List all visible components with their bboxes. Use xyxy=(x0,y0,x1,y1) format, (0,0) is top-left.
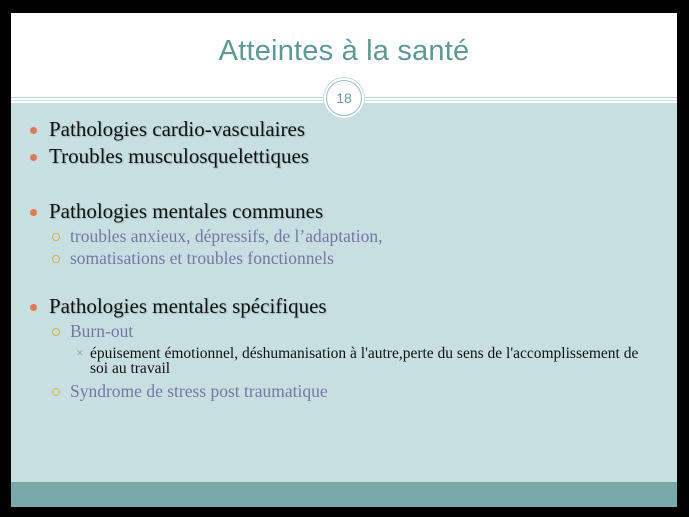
sublist-item-somatisations: somatisations et troubles fonctionnels xyxy=(70,248,334,268)
bullet-dot-icon xyxy=(30,304,37,311)
bullet-x-icon: ✕ xyxy=(76,349,84,359)
bullet-ring-icon xyxy=(52,328,60,336)
list-item-mentales-specifiques: Pathologies mentales spécifiques xyxy=(49,294,327,318)
bullet-ring-icon xyxy=(52,233,60,241)
bullet-dot-icon xyxy=(30,209,37,216)
slide-title: Atteintes à la santé xyxy=(218,35,470,67)
sublist-item-burn-out: Burn-out xyxy=(70,321,134,341)
sublist-item-stress-post-traumatique: Syndrome de stress post traumatique xyxy=(70,381,328,401)
page-number-badge: 18 xyxy=(326,80,362,116)
footer-bar xyxy=(11,482,677,507)
sublist-item-troubles-anxieux: troubles anxieux, dépressifs, de l’adaptation, xyxy=(70,226,383,246)
slide xyxy=(11,13,677,507)
list-item-cardio: Pathologies cardio-vasculaires xyxy=(49,117,305,141)
bullet-ring-icon xyxy=(52,388,60,396)
bullet-ring-icon xyxy=(52,255,60,263)
detail-item-burn-out: épuisement émotionnel, déshumanisation à l'autre,perte du sens de l'accomplissement de soi au travail xyxy=(90,345,639,377)
bullet-dot-icon xyxy=(30,154,37,161)
list-item-mentales-communes: Pathologies mentales communes xyxy=(49,199,324,223)
list-item-tms: Troubles musculosquelettiques xyxy=(49,144,309,168)
bullet-dot-icon xyxy=(30,127,37,134)
